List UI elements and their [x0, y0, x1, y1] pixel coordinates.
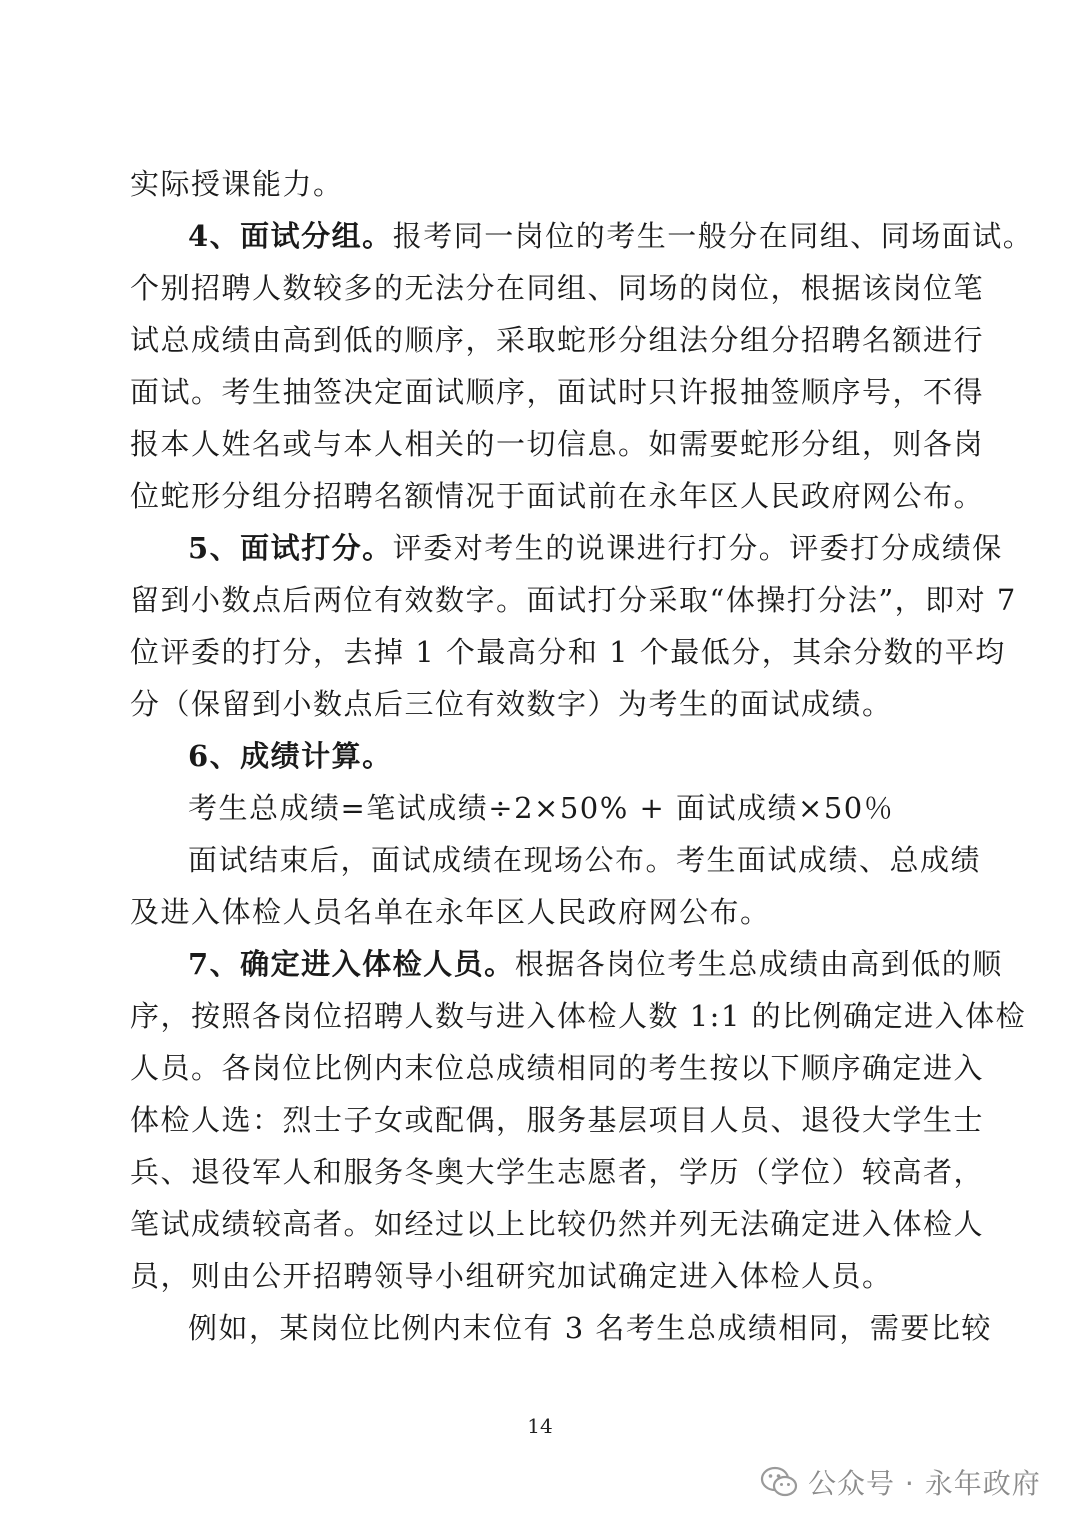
text-line: 位评委的打分，去掉 1 个最高分和 1 个最低分，其余分数的平均 — [130, 635, 1006, 669]
text-line: 兵、退役军人和服务冬奥大学生志愿者，学历（学位）较高者， — [130, 1155, 985, 1189]
paragraph-item-7 — [130, 938, 1027, 1302]
text-line: 面试。考生抽签决定面试顺序，面试时只许报抽签顺序号，不得 — [130, 375, 985, 409]
section-heading: 5、面试打分。 — [188, 531, 393, 565]
paragraph-continuation — [130, 158, 945, 210]
text-line — [130, 938, 1003, 990]
text-line: 面试结束后，面试成绩在现场公布。考生面试成绩、总成绩 — [188, 843, 982, 877]
text-line: 笔试成绩较高者。如经过以上比较仍然并列无法确定进入体检人 — [130, 1207, 985, 1241]
page-number: 14 — [527, 1414, 553, 1438]
text-line: 分（保留到小数点后三位有效数字）为考生的面试成绩。 — [130, 687, 893, 721]
text-line: 例如，某岗位比例内末位有 3 名考生总成绩相同，需要比较 — [188, 1311, 992, 1345]
watermark-text: 公众号 · 永年政府 — [808, 1467, 1041, 1500]
watermark — [760, 1462, 1041, 1502]
section-heading: 6、成绩计算。 — [188, 739, 393, 773]
text-span: 评委对考生的说课进行打分。评委打分成绩保 — [392, 531, 1003, 565]
text-line: 报本人姓名或与本人相关的一切信息。如需要蛇形分组，则各岗 — [130, 427, 985, 461]
text-line: 人员。各岗位比例内末位总成绩相同的考生按以下顺序确定进入 — [130, 1051, 985, 1085]
text-line: 及进入体检人员名单在永年区人民政府网公布。 — [130, 895, 771, 929]
section-heading: 4、面试分组。 — [188, 219, 393, 253]
paragraph-example — [130, 1302, 992, 1354]
text-span: 根据各岗位考生总成绩由高到低的顺 — [514, 947, 1003, 981]
text-line: 位蛇形分组分招聘名额情况于面试前在永年区人民政府网公布。 — [130, 479, 985, 513]
section-heading: 7、确定进入体检人员。 — [188, 947, 515, 981]
text-line: 体检人选：烈士子女或配偶，服务基层项目人员、退役大学生士 — [130, 1103, 985, 1137]
wechat-icon — [760, 1465, 798, 1499]
text-line: 试总成绩由高到低的顺序，采取蛇形分组法分组分招聘名额进行 — [130, 323, 985, 357]
text-span: 报考同一岗位的考生一般分在同组、同场面试。 — [392, 219, 1034, 253]
paragraph-item-5 — [130, 522, 1017, 730]
text-line: 个别招聘人数较多的无法分在同组、同场的岗位，根据该岗位笔 — [130, 271, 985, 305]
text-line — [130, 210, 1034, 262]
text-line: 序，按照各岗位招聘人数与进入体检人数 1:1 的比例确定进入体检 — [130, 999, 1027, 1033]
paragraph-item-4 — [130, 210, 1034, 522]
text-line: 实际授课能力。 — [130, 167, 344, 201]
paragraph-item-6 — [130, 730, 982, 938]
text-line: 留到小数点后两位有效数字。面试打分采取“体操打分法”，即对 7 — [130, 583, 1017, 617]
text-line: 员，则由公开招聘领导小组研究加试确定进入体检人员。 — [130, 1259, 893, 1293]
text-line — [130, 522, 1003, 574]
formula-line: 考生总成绩=笔试成绩÷2×50% + 面试成绩×50％ — [188, 791, 895, 825]
